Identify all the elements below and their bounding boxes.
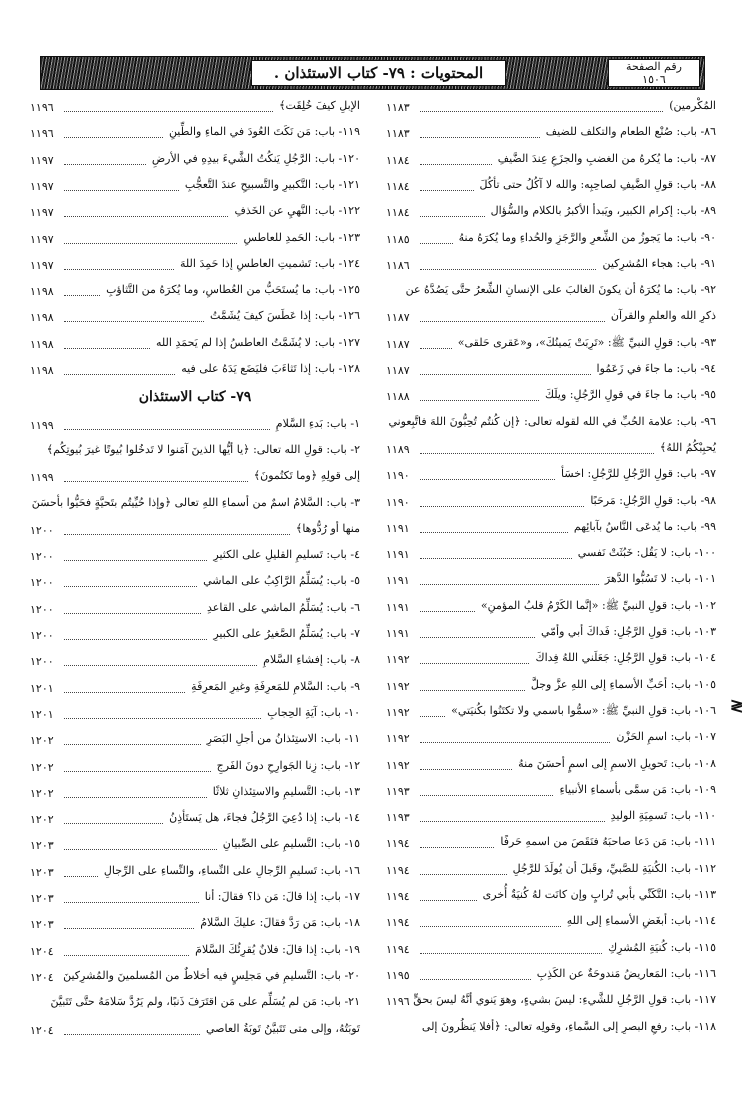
leader-dots (420, 558, 572, 559)
leader-dots (420, 243, 453, 244)
toc-entry (30, 98, 360, 120)
toc-entry (386, 756, 716, 778)
toc-entry (30, 177, 360, 199)
toc-entry (30, 547, 360, 569)
toc-entry (30, 495, 360, 517)
toc-entry (386, 834, 716, 856)
toc-entry-title: ١٢٢- باب: النَّهيِ عن الخَذفِ (234, 204, 360, 218)
leader-dots (64, 823, 163, 824)
leader-dots (64, 269, 174, 270)
toc-entry-title: ١٠١- باب: لا تَسُبُّوا الدَّهرَ (604, 572, 716, 586)
leader-dots (64, 111, 273, 112)
toc-entry (386, 493, 716, 515)
toc-entry-page: ١١٩٣ (386, 811, 410, 825)
toc-entry-page: ١١٨٣ (386, 101, 410, 114)
toc-entry (30, 573, 360, 595)
toc-entry (386, 466, 716, 488)
toc-entry-title: ١٣- باب: التَّسليمِ والاستِئذانِ ثلاثًا (212, 784, 360, 798)
toc-entry-title: ١٠٠- باب: لا يَقُل: خَبُثَتْ نَفسي (577, 546, 716, 560)
toc-entry (386, 519, 716, 541)
toc-entry (30, 230, 360, 252)
toc-entry-title: ٩٩- باب: ما يُدعَى النَّاسُ بآبائِهم (573, 519, 716, 533)
toc-entry-page: ١١٨٤ (386, 179, 410, 193)
toc-entry (386, 913, 716, 935)
toc-entry (30, 679, 360, 701)
toc-entry-title: ٢- باب: قولِ الله تعالى: ﴿يا أيُّها الذينَ آمَنوا لا تَدخُلوا بُيوتًا غيرَ بُيوتِكُم﴾ (46, 442, 360, 456)
toc-entry-title: ٩٥- باب: ما جاءَ في قولِ الرَّجُلِ: ويلَكَ (544, 388, 716, 402)
toc-entry (386, 256, 716, 278)
toc-entry-title: ١٠٦- باب: قولِ النبيِّ ﷺ: «سمُّوا باسمي ولا تكتَنُوا بكُنيَتي» (451, 703, 716, 717)
leader-dots (420, 663, 529, 664)
toc-entry (30, 652, 360, 674)
leader-dots (64, 744, 201, 745)
leader-dots (64, 876, 98, 877)
toc-entry-page: ١١٩٧ (30, 179, 54, 193)
toc-entry-title: ٨٦- باب: صُنْع الطعام والتكلف للضيف (545, 125, 716, 139)
leader-dots (420, 979, 531, 980)
toc-entry-title: ١٠٥- باب: أحَبِّ الأسماءِ إلى اللهِ عزَّ وجلَّ (530, 677, 716, 691)
toc-entry-title: ١٢٦- باب: إذا عَطَسَ كيفَ يُشَمَّتُ (209, 309, 360, 323)
toc-entry-page: ١١٩١ (386, 548, 410, 562)
leader-dots (420, 190, 474, 191)
toc-entry-page: ١١٩٨ (30, 285, 54, 299)
toc-entry-page: ١٢٠٣ (30, 839, 54, 853)
toc-entry-page: ١١٩٨ (30, 337, 54, 351)
page-number: ١٥٠٦ (642, 73, 666, 86)
toc-entry-page: ١٢٠٣ (30, 865, 54, 879)
toc-entry-page: ١١٩٧ (30, 206, 54, 220)
toc-entry-title: ١٢- باب: زِنا الجَوارِحِ دونَ الفَرجِ (216, 758, 360, 772)
toc-entry-page: ١٢٠٣ (30, 892, 54, 905)
toc-entry-page: ١١٩٤ (386, 942, 410, 956)
toc-entry (30, 335, 360, 357)
toc-entry (30, 994, 360, 1016)
leader-dots (64, 243, 237, 244)
toc-entry (386, 940, 716, 962)
toc-entry-title: المُكْرمين) (669, 99, 716, 112)
toc-entry-title: ٨٨- باب: قولِ الضَّيفِ لصاحِبِه: والله لا آكُلُ حتى تأكُلَ (479, 177, 716, 191)
leader-dots (420, 821, 605, 822)
toc-entry-title: ٢٠- باب: التَّسليمِ في مَجلِسٍ فيه أخلاطٌ من المُسلمينَ والمُشرِكينَ (63, 968, 360, 982)
toc-entry (30, 124, 360, 146)
leader-dots (420, 216, 485, 217)
toc-entry (386, 571, 716, 593)
toc-entry-page: ١١٩٨ (30, 364, 54, 377)
toc-entry-page: ١٢٠٤ (30, 970, 54, 984)
toc-entry-title: ١١٩- باب: مَن نَكَتَ العُودَ في الماءِ والطِّينِ (168, 125, 360, 139)
toc-entry (386, 624, 716, 646)
leader-dots (420, 479, 555, 480)
toc-entry (30, 863, 360, 885)
leader-dots (420, 926, 561, 927)
toc-entry (30, 968, 360, 990)
toc-entry-page: ١١٨٤ (386, 206, 410, 220)
toc-entry-title: يُحبِبْكُمُ اللهُ﴾ (659, 440, 716, 454)
leader-dots (420, 900, 477, 901)
toc-entry (30, 256, 360, 278)
toc-entry-page: ١٢٠٠ (30, 550, 54, 564)
leader-dots (64, 1034, 200, 1035)
toc-entry-title: ٨٧- باب: ما يُكرهُ من الغضبِ والجزَعِ عِندَ الضَّيفِ (497, 151, 716, 165)
toc-entry-page: ١١٩١ (386, 600, 410, 614)
toc-entry-title: ١١٠- باب: تَسمِيَةِ الوليدِ (610, 809, 716, 823)
leader-dots (64, 797, 207, 798)
toc-entry-title: ٩- باب: السَّلامِ للمَعرِفَةِ وغيرِ المَعرِفَةِ (191, 679, 360, 693)
toc-entry-page: ١١٩٦ (30, 101, 54, 114)
leader-dots (64, 348, 150, 349)
toc-entry-page: ١١٨٨ (386, 390, 410, 404)
toc-entry-title: ٣- باب: السَّلامُ اسمٌ من أسماءِ اللهِ تعالى ﴿وإذا حُيِّيتُم بتَحيَّةٍ فحَيُّوا بأحسَنَ (31, 495, 360, 509)
toc-entry-page: ١١٩٤ (386, 916, 410, 930)
toc-entry-title: ٨- باب: إفشاءِ السَّلامِ (263, 653, 360, 667)
toc-entry (386, 335, 716, 357)
toc-entry-title: ١٠٧- باب: اسمِ الحَزْن (616, 730, 716, 744)
toc-entry-title: ٩٠- باب: ما يَجوزُ من الشِّعرِ والرَّجَزِ والحُداءِ وما يُكرَهُ منهُ (458, 230, 716, 244)
toc-entry (30, 784, 360, 806)
leader-dots (64, 586, 197, 587)
toc-entry (30, 915, 360, 937)
toc-entry-page: ١١٩٢ (386, 653, 410, 667)
toc-entry (386, 992, 716, 1014)
toc-entry (386, 782, 716, 804)
toc-entry (386, 703, 716, 725)
toc-entry-title: ١١٧- باب: قولِ الرَّجُلِ للشَّيءِ: ليسَ بشيءٍ، وهوَ يَنوي أنَّهُ ليسَ بحقٍّ (413, 993, 716, 1007)
toc-entry (386, 440, 716, 462)
toc-entry-title: ٩٧- باب: قولِ الرَّجُلِ للرَّجُلِ: اخسَأ (561, 467, 716, 481)
toc-entry-title: ٧- باب: يُسَلِّمُ الصَّغيرُ على الكبيرِ (213, 627, 360, 640)
toc-entry (386, 387, 716, 409)
leader-dots (64, 613, 201, 614)
toc-entry-title: ١١٦- باب: المَعاريضُ مَندوحَةٌ عن الكَذِبِ (536, 966, 716, 980)
toc-entry-title: ٩١- باب: هجاء المُشرِكين (602, 256, 716, 270)
toc-entry-page: ١١٩٣ (386, 784, 410, 798)
toc-entry (30, 468, 360, 490)
toc-entry-title: ٦- باب: يُسَلِّمُ الماشي على القاعدِ (207, 600, 360, 614)
leader-dots (64, 321, 204, 322)
toc-entry-page: ١٢٠٠ (30, 655, 54, 669)
toc-entry (30, 626, 360, 648)
leader-dots (420, 164, 492, 165)
toc-entry (386, 230, 716, 252)
toc-entry (30, 836, 360, 858)
toc-entry-title: ٢١- باب: مَن لم يُسَلِّم على مَن اقتَرَفَ ذَنبًا، ولم يَرُدَّ سَلامَهُ حتَّى تَتَبيَّنَ (50, 995, 360, 1009)
toc-entry-page: ١٢٠٢ (30, 734, 54, 748)
leader-dots (420, 137, 540, 138)
margin-mark: ≷ (730, 696, 744, 715)
toc-entry (386, 1019, 716, 1041)
leader-dots (64, 295, 100, 296)
toc-entry-page: ١١٨٥ (386, 232, 410, 246)
toc-entry (30, 942, 360, 964)
toc-entry (386, 966, 716, 988)
toc-entry-title: ١٧- باب: إذا قالَ: مَن ذا؟ فقالَ: أنا (204, 890, 360, 903)
toc-entry-page: ١١٩٤ (386, 837, 410, 851)
toc-entry-title: ١٦- باب: تَسليمِ الرِّجالِ على النِّساءِ، والنِّساءِ على الرِّجالِ (103, 863, 360, 877)
toc-entry (386, 729, 716, 751)
leader-dots (420, 953, 602, 954)
toc-entry (386, 650, 716, 672)
toc-entry-title: ٥- باب: يُسَلِّمُ الرَّاكِبُ على الماشي (203, 574, 360, 588)
toc-entry-title: ١١٨- باب: رفعِ البصرِ إلى السَّماءِ، وقولِه تعالى: ﴿أفلا يَنظُرونَ إلى (421, 1019, 716, 1033)
leader-dots (420, 374, 591, 375)
toc-entry (30, 705, 360, 727)
leader-dots (64, 902, 199, 903)
toc-entry (386, 887, 716, 909)
leader-dots (420, 111, 663, 112)
leader-dots (64, 137, 163, 138)
toc-entry-page: ١١٨٩ (386, 442, 410, 456)
toc-entry-page: ١٢٠٣ (30, 918, 54, 932)
toc-entry-page: ١١٩١ (386, 574, 410, 588)
toc-entry (30, 889, 360, 911)
toc-entry-page: ١١٩٦ (386, 995, 410, 1009)
toc-entry-title: ١٢٧- باب: لا يُشَمَّتُ العاطسُ إذا لم يَحمَدِ الله (156, 335, 360, 349)
leader-dots (420, 742, 610, 743)
toc-entry-title: تَوبَتُهُ، وإلى متى تَتَبيَّنُ تَوبَةُ العاصي (206, 1021, 360, 1035)
toc-entry (386, 282, 716, 304)
toc-entry (386, 861, 716, 883)
leader-dots (64, 374, 175, 375)
toc-entry-title: ١١٥- باب: كُنيَةِ المُشرِكِ (608, 940, 716, 954)
leader-dots (420, 453, 654, 454)
toc-entry (30, 810, 360, 832)
toc-entry-title: ١٠٢- باب: قولِ النبيِّ ﷺ: «إنَّما الكَرْمُ قلبُ المؤمنِ» (480, 598, 716, 612)
leader-dots (64, 429, 270, 430)
leader-dots (64, 955, 189, 956)
toc-entry-title: ٩٣- باب: قولِ النبيِّ ﷺ: «تَرِبَتْ يَمينُكَ»، و«عَقرى حَلقى» (457, 335, 716, 349)
toc-entry-page: ١١٩٩ (30, 418, 54, 432)
toc-entry-title: ٩٦- باب: علامة الحُبِّ في الله لقوله تعالى: ﴿إن كُنتُم تُحِبُّونَ اللهَ فاتَّبِعوني (388, 414, 716, 428)
leader-dots (420, 769, 512, 770)
toc-entry-page: ١٢٠٠ (30, 576, 54, 590)
toc-entry (386, 598, 716, 620)
toc-entry-page: ١١٩٩ (30, 471, 54, 485)
toc-entry-title: ١١- باب: الاستِئذانُ من أجلِ البَصَرِ (206, 732, 360, 746)
toc-entry (386, 414, 716, 436)
leader-dots (64, 164, 146, 165)
toc-entry-page: ١١٩٤ (386, 863, 410, 877)
leader-dots (64, 560, 207, 561)
toc-entry-title: الإبلِ كيفَ خُلِقَت﴾ (279, 99, 360, 112)
toc-entry (30, 361, 360, 383)
leader-dots (420, 400, 539, 401)
toc-entry-page: ١١٨٦ (386, 258, 410, 272)
leader-dots (64, 771, 211, 772)
toc-entry-title: إلى قولِهِ ﴿وما تَكتُمونَ﴾ (253, 469, 360, 483)
toc-entry-page: ١١٩١ (386, 627, 410, 640)
toc-entry-page: ١٢٠٢ (30, 786, 54, 800)
toc-entry (30, 442, 360, 464)
toc-entry-title: ٩٢- باب: ما يُكرَهُ أن يكونَ الغالبَ على الإنسانِ الشِّعرُ حتَّى يَصُدَّهُ عن (405, 283, 716, 297)
toc-entry (386, 808, 716, 830)
toc-entry (30, 282, 360, 304)
toc-entry-page: ١١٨٣ (386, 127, 410, 141)
toc-entry-title: ١٠٣- باب: قولِ الرَّجُلِ: فَداكَ أبي وأمّي (540, 625, 716, 638)
leader-dots (420, 269, 596, 270)
toc-entry (30, 416, 360, 438)
toc-entry-page: ١١٩٢ (386, 758, 410, 772)
toc-entry-page: ١١٨٧ (386, 311, 410, 325)
toc-entry (386, 308, 716, 330)
toc-entry-title: ١٠٩- باب: مَن سمَّى بأسماءِ الأنبياءِ (559, 782, 716, 796)
leader-dots (64, 665, 257, 666)
toc-entry (386, 124, 716, 146)
toc-entry (386, 677, 716, 699)
toc-entry (30, 203, 360, 225)
toc-entry (386, 545, 716, 567)
toc-entry-page: ١٢٠٢ (30, 813, 54, 827)
toc-entry-title: ١٢٠- باب: الرَّجُلِ يَنكُتُ الشَّيءَ بيدِهِ في الأرضِ (151, 151, 360, 165)
toc-entry-title: ١٩- باب: إذا قالَ: فلانٌ يُقرِئُكَ السَّلامَ (195, 942, 360, 956)
toc-entry-page: ١٢٠١ (30, 707, 54, 721)
toc-entry (30, 600, 360, 622)
toc-entry (30, 521, 360, 543)
toc-entry-page: ١١٩٢ (386, 705, 410, 719)
toc-entry-page: ١١٩٦ (30, 127, 54, 141)
toc-entry-title: ٩٤- باب: ما جاءَ في زَعَمُوا (596, 362, 716, 375)
toc-entry-page: ١٢٠٤ (30, 1023, 54, 1037)
toc-entry-page: ١٢٠٠ (30, 629, 54, 642)
leader-dots (420, 716, 445, 717)
toc-entry (386, 177, 716, 199)
page-header (40, 56, 705, 90)
toc-entry-title: ١٢١- باب: التَّكبيرِ والتَّسبيحِ عندَ التَّعجُّبِ (184, 177, 360, 191)
toc-entry-title: ١٥- باب: التَّسليمِ على الصِّبيانِ (222, 837, 360, 851)
toc-entry-page: ١٢٠٤ (30, 944, 54, 958)
toc-entry-page: ١١٩٤ (386, 890, 410, 903)
toc-entry-title: ١١١- باب: مَن دَعا صاحبَهُ فنَقَصَ من اسمهِ حَرفًا (500, 835, 716, 849)
leader-dots (64, 481, 248, 482)
toc-entry (30, 731, 360, 753)
toc-entry-page: ١١٨٤ (386, 153, 410, 167)
leader-dots (64, 639, 207, 640)
leader-dots (420, 874, 507, 875)
toc-entry-title: ١٨- باب: مَن رَدَّ فقالَ: عليكَ السَّلامُ (200, 916, 360, 930)
section-heading: ٧٩- كتاب الاستئذان (138, 389, 252, 406)
toc-entry-title: ٨٩- باب: إكرام الكبير، ويَبدأ الأكبرُ بالكلام والسُّؤال (490, 204, 716, 218)
toc-entry-page: ١١٩٢ (386, 732, 410, 746)
toc-entry (386, 98, 716, 120)
leader-dots (420, 321, 605, 322)
leader-dots (64, 216, 228, 217)
leader-dots (420, 795, 553, 796)
toc-entry-page: ١٢٠٢ (30, 760, 54, 774)
toc-entry-title: ذكرِ الله والعلمِ والقرآن (610, 309, 716, 323)
toc-entry-title: ٤- باب: تَسليمِ القليلِ على الكثيرِ (213, 548, 360, 562)
toc-entry-page: ١٢٠٠ (30, 602, 54, 616)
toc-entry-title: ١١٤- باب: أبغَضِ الأسماءِ إلى اللهِ (566, 914, 716, 928)
toc-entry-page: ١١٩٠ (386, 495, 410, 509)
page-title: المحتويات : ٧٩- كتاب الاستئذان . (251, 60, 506, 86)
leader-dots (420, 847, 494, 848)
toc-entry-title: ١٠- باب: آيَةِ الحِجابِ (267, 705, 360, 719)
leader-dots (64, 692, 185, 693)
toc-entry-title: ١- باب: بَدءِ السَّلامِ (275, 416, 360, 430)
leader-dots (420, 506, 584, 507)
toc-entry-title: ١٠٤- باب: قولِ الرَّجُلِ: جَعَلَني اللهُ فِداكَ (535, 651, 716, 665)
toc-entry-title: ١٢٨- باب: إذا تَثاءَبَ فليَضَع يَدَهُ على فيه (181, 362, 360, 375)
leader-dots (420, 348, 452, 349)
toc-entry-page: ١١٩٨ (30, 311, 54, 325)
leader-dots (64, 534, 290, 535)
toc-entry-page: ١٢٠٠ (30, 523, 54, 537)
toc-entry-page: ١١٩٥ (386, 968, 410, 982)
toc-entry (386, 203, 716, 225)
toc-entry-page: ١١٩١ (386, 521, 410, 535)
toc-entry-title: ٩٨- باب: قولِ الرَّجُلِ: مَرحَبًا (590, 493, 716, 507)
toc-entry-page: ١١٨٧ (386, 364, 410, 377)
toc-entry-page: ١١٩٧ (30, 232, 54, 246)
toc-entry-title: ١٢٣- باب: الحَمدِ للعاطسِ (243, 230, 360, 244)
toc-entry-title: منها أو رُدُّوها﴾ (295, 521, 360, 535)
toc-entry (30, 758, 360, 780)
leader-dots (420, 584, 599, 585)
leader-dots (64, 928, 194, 929)
toc-entry-page: ١١٩٠ (386, 469, 410, 483)
toc-entry-title: ١٢٥- باب: ما يُستَحَبُّ من العُطاسِ، وما يُكرَهُ من التَّثاؤبِ (106, 283, 360, 297)
page-number-box (608, 59, 700, 87)
toc-entry-title: ١١٢- باب: الكُنيَةِ للصَّبيِّ، وقَبلَ أن يُولَدَ للرَّجُلِ (512, 861, 716, 875)
toc-entry-title: ١٠٨- باب: تَحويلِ الاسمِ إلى اسمٍ أحسَنَ منهُ (518, 756, 716, 770)
toc-entry-title: ١٢٤- باب: تَشميتِ العاطسِ إذا حَمِدَ اللهَ (180, 256, 360, 270)
leader-dots (64, 718, 261, 719)
leader-dots (420, 611, 475, 612)
leader-dots (420, 690, 525, 691)
toc-entry-page: ١١٩٧ (30, 258, 54, 272)
leader-dots (420, 532, 568, 533)
toc-entry-page: ١١٩٢ (386, 679, 410, 693)
toc-entry (30, 151, 360, 173)
leader-dots (64, 849, 217, 850)
leader-dots (420, 637, 535, 638)
toc-entry-page: ١١٩٧ (30, 153, 54, 167)
toc-entry-page: ١١٨٧ (386, 337, 410, 351)
page-number-label: رقم الصفحة (626, 60, 682, 73)
toc-entry (30, 1021, 360, 1043)
toc-entry-title: ١١٣- باب: التَّكَنِّي بأبي تُرابٍ وإن كانَت لهُ كُنيَةٌ أُخرى (482, 888, 716, 901)
leader-dots (64, 190, 179, 191)
toc-entry-page: ١٢٠١ (30, 681, 54, 695)
toc-entry (386, 151, 716, 173)
toc-entry-title: ١٤- باب: إذا دُعِيَ الرَّجُلُ فجاءَ، هل يَستَأذِنُ (169, 811, 360, 825)
toc-entry (30, 308, 360, 330)
toc-entry (386, 361, 716, 383)
